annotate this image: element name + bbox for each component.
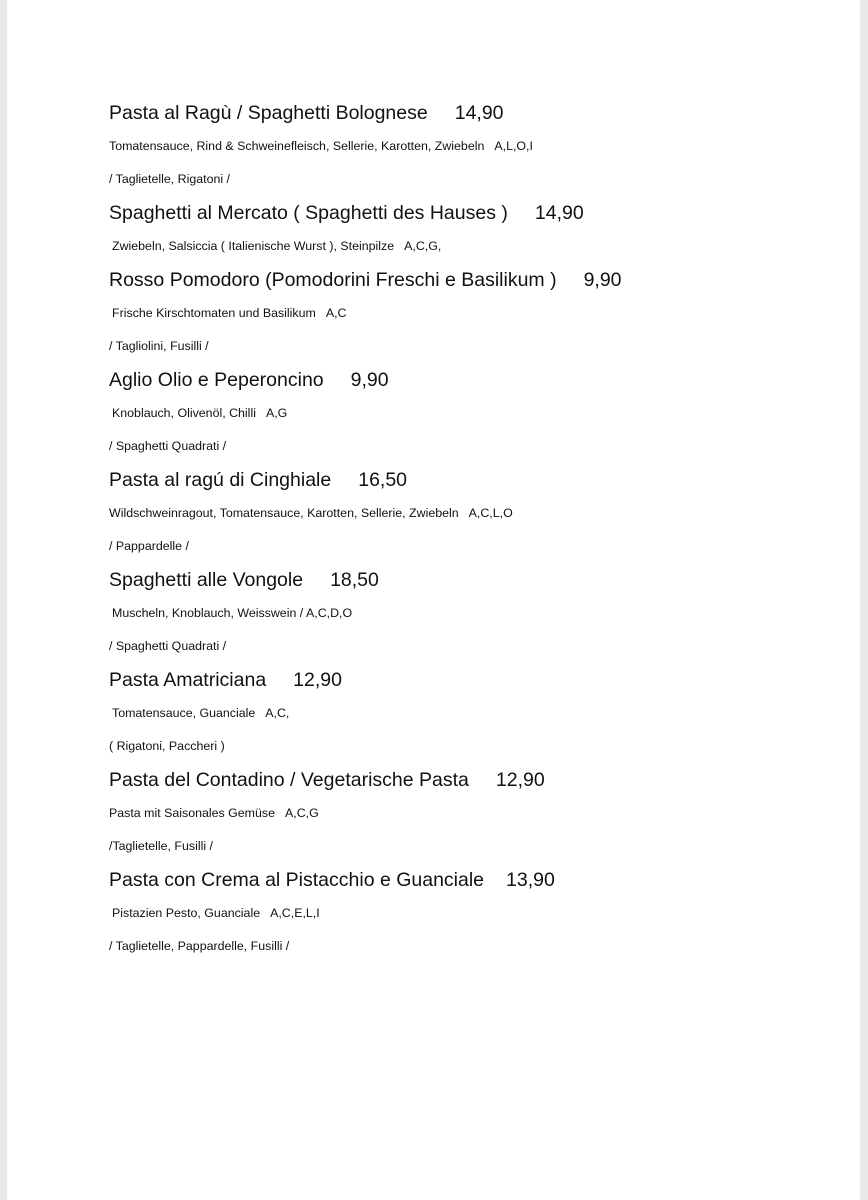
pasta-options: / Tagliolini, Fusilli / — [109, 339, 209, 353]
dish-description: Knoblauch, Olivenöl, Chilli — [112, 406, 256, 420]
dish-price: 18,50 — [330, 569, 379, 591]
dish-allergens: A,C, — [265, 706, 290, 720]
pasta-options: / Spaghetti Quadrati / — [109, 439, 227, 453]
dish-title-line — [109, 96, 829, 130]
dish-description-line — [109, 397, 829, 430]
menu-item — [109, 863, 829, 963]
dish-description: Tomatensauce, Guanciale — [112, 706, 256, 720]
dish-allergens: A,C,L,O — [468, 506, 513, 520]
dish-description-line — [109, 597, 829, 630]
menu-item — [109, 363, 829, 463]
pasta-options: / Spaghetti Quadrati / — [109, 639, 227, 653]
dish-allergens: A,L,O,I — [494, 139, 533, 153]
dish-description: Frische Kirschtomaten und Basilikum — [112, 306, 316, 320]
pasta-options: / Taglietelle, Pappardelle, Fusilli / — [109, 939, 290, 953]
menu-item — [109, 196, 829, 263]
menu-item — [109, 463, 829, 563]
dish-allergens: A,C,G, — [404, 239, 442, 253]
dish-title-line — [109, 863, 829, 897]
dish-description: Pistazien Pesto, Guanciale — [112, 906, 261, 920]
dish-description-line — [109, 497, 829, 530]
dish-name: Pasta al ragú di Cinghiale — [109, 469, 332, 491]
dish-price: 14,90 — [534, 202, 584, 224]
menu-item — [109, 263, 829, 363]
dish-name: Rosso Pomodoro (Pomodorini Freschi e Basilikum ) — [109, 269, 557, 291]
dish-description: Tomatensauce, Rind & Schweinefleisch, Sellerie, Karotten, Zwiebeln — [109, 139, 485, 153]
menu-item — [109, 663, 829, 763]
dish-title-line — [109, 563, 829, 597]
dish-price: 13,90 — [506, 869, 555, 891]
pasta-options: /Taglietelle, Fusilli / — [109, 839, 213, 853]
dish-description-line — [109, 697, 829, 730]
dish-name: Pasta con Crema al Pistacchio e Guanciale — [109, 869, 485, 891]
pasta-options: ( Rigatoni, Paccheri ) — [109, 739, 225, 753]
dish-title-line — [109, 763, 829, 797]
dish-description: Pasta mit Saisonales Gemüse — [109, 806, 275, 820]
dish-allergens: A,C — [325, 306, 347, 320]
dish-description: Muscheln, Knoblauch, Weisswein / — [112, 606, 304, 620]
dish-title-line — [109, 263, 829, 297]
menu-item — [109, 563, 829, 663]
dish-description-line — [109, 130, 829, 163]
dish-allergens: A,G — [265, 406, 288, 420]
dish-description-line — [109, 230, 829, 263]
dish-description-line — [109, 897, 829, 930]
pasta-menu — [109, 96, 829, 963]
dish-description-line — [109, 297, 829, 330]
dish-allergens: A,C,E,L,I — [270, 906, 320, 920]
dish-name: Pasta del Contadino / Vegetarische Pasta — [109, 769, 469, 791]
dish-price: 12,90 — [293, 669, 342, 691]
dish-title-line — [109, 663, 829, 697]
dish-description: Zwiebeln, Salsiccia ( Italienische Wurst ), Steinpilze — [112, 239, 395, 253]
dish-name: Pasta al Ragù / Spaghetti Bolognese — [109, 102, 428, 124]
dish-title-line — [109, 196, 829, 230]
menu-page — [7, 0, 860, 1200]
dish-price: 9,90 — [583, 269, 622, 291]
dish-title-line — [109, 463, 829, 497]
dish-price: 9,90 — [350, 369, 389, 391]
dish-title-line — [109, 363, 829, 397]
dish-name: Spaghetti alle Vongole — [109, 569, 304, 591]
pasta-options: / Pappardelle / — [109, 539, 189, 553]
dish-allergens: A,C,D,O — [306, 606, 353, 620]
dish-price: 16,50 — [358, 469, 408, 491]
dish-name: Pasta Amatriciana — [109, 669, 267, 691]
dish-allergens: A,C,G — [284, 806, 319, 820]
dish-description-line — [109, 797, 829, 830]
menu-item — [109, 96, 829, 196]
pasta-options: / Taglietelle, Rigatoni / — [109, 172, 230, 186]
dish-name: Aglio Olio e Peperoncino — [109, 369, 324, 391]
dish-price: 12,90 — [495, 769, 545, 791]
menu-item — [109, 763, 829, 863]
dish-name: Spaghetti al Mercato ( Spaghetti des Hauses ) — [109, 202, 508, 224]
dish-price: 14,90 — [454, 102, 504, 124]
dish-description: Wildschweinragout, Tomatensauce, Karotten, Sellerie, Zwiebeln — [109, 506, 459, 520]
